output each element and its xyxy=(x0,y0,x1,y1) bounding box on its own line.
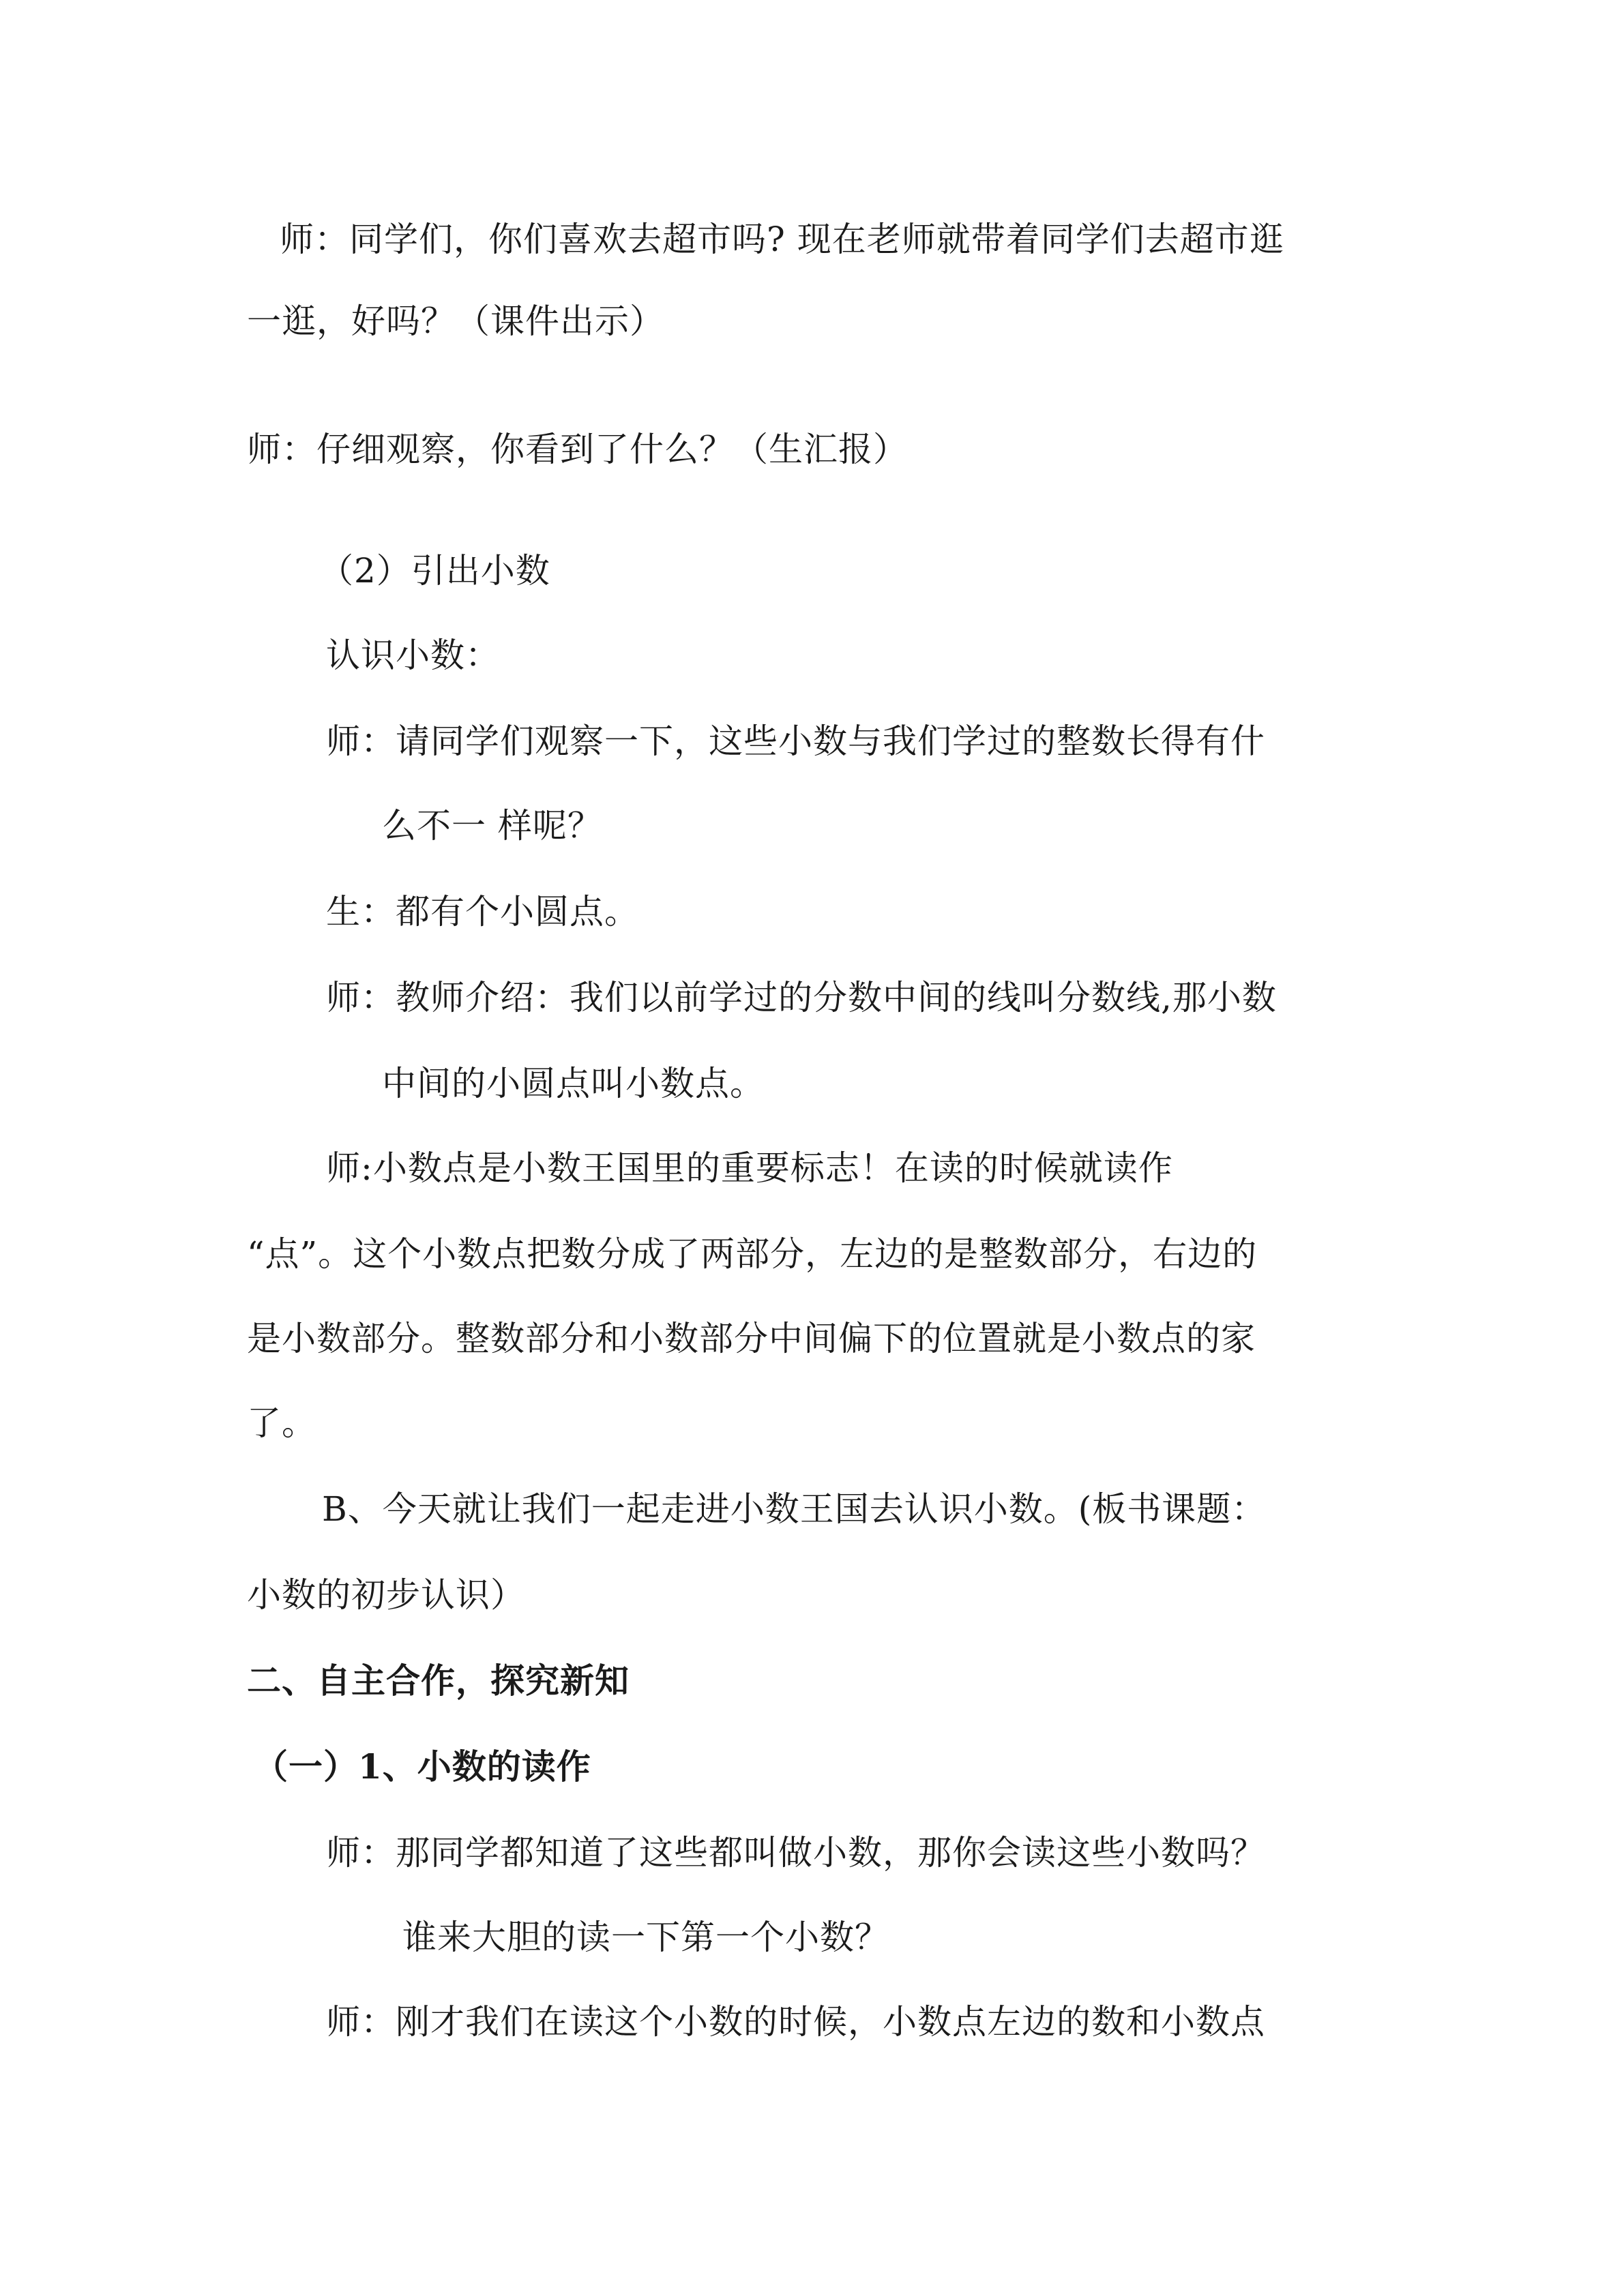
paragraph-line: 一逛，好吗？（课件出示） xyxy=(247,301,664,341)
paragraph-line: 认识小数： xyxy=(326,636,500,675)
paragraph-line: 师：教师介绍：我们以前学过的分数中间的线叫分数线,那小数 xyxy=(326,978,1277,1017)
paragraph-line: 师：同学们，你们喜欢去超市吗? 现在老师就带着同学们去超市逛 xyxy=(280,220,1284,259)
paragraph-line: 师：仔细观察，你看到了什么？（生汇报） xyxy=(247,430,908,469)
paragraph-line: “点”。这个小数点把数分成了两部分，左边的是整数部分，右边的 xyxy=(247,1234,1258,1274)
subsection-heading: （一）1、小数的读作 xyxy=(254,1746,591,1787)
paragraph-line: 谁来大胆的读一下第一个小数？ xyxy=(402,1918,889,1957)
section-heading: 二、自主合作，探究新知 xyxy=(247,1660,630,1701)
paragraph-line: （2）引出小数 xyxy=(319,551,550,591)
paragraph-line: B、今天就让我们一起走进小数王国去认识小数。(板书课题： xyxy=(322,1489,1267,1529)
paragraph-line: 生：都有个小圆点。 xyxy=(326,892,639,931)
paragraph-line: 是小数部分。整数部分和小数部分中间偏下的位置就是小数点的家 xyxy=(247,1319,1256,1358)
paragraph-line: 么不一 样呢？ xyxy=(382,806,602,846)
paragraph-line: 师：那同学都知道了这些都叫做小数，那你会读这些小数吗？ xyxy=(326,1833,1265,1873)
paragraph-line: 师：请同学们观察一下，这些小数与我们学过的整数长得有什 xyxy=(326,721,1265,761)
paragraph-line: 师:小数点是小数王国里的重要标志！在读的时候就读作 xyxy=(326,1148,1173,1188)
paragraph-line: 了。 xyxy=(247,1403,316,1443)
paragraph-line: 师：刚才我们在读这个小数的时候，小数点左边的数和小数点 xyxy=(326,2002,1265,2042)
paragraph-line: 小数的初步认识） xyxy=(247,1575,525,1615)
paragraph-line: 中间的小圆点叫小数点。 xyxy=(382,1064,765,1103)
